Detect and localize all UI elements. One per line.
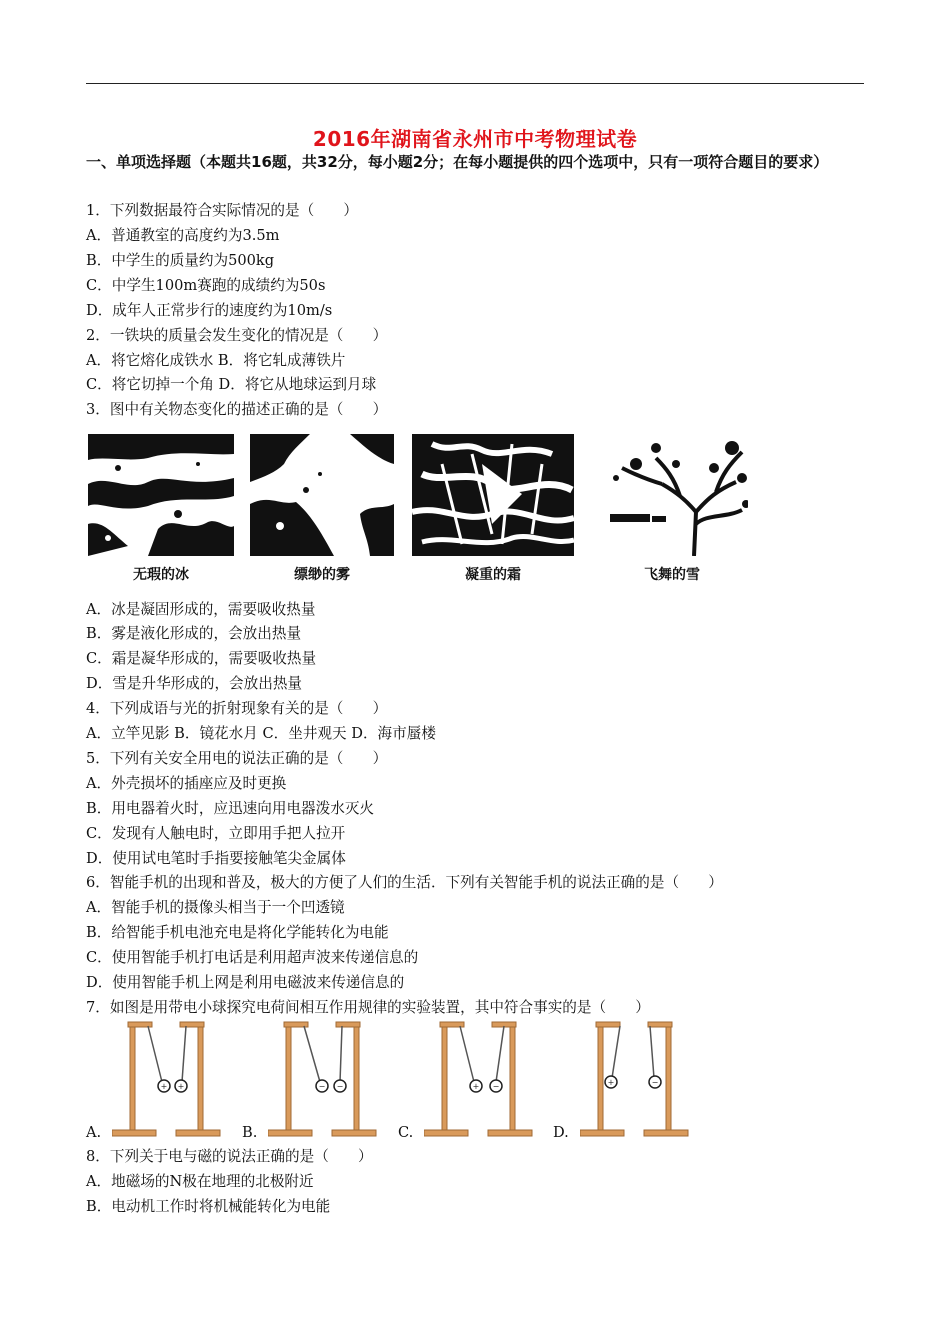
svg-text:−: − <box>336 1082 344 1091</box>
option-line: B．雾是液化形成的，会放出热量 <box>86 625 302 642</box>
option-line: D．使用智能手机上网是利用电磁波来传递信息的 <box>86 974 405 991</box>
svg-text:−: − <box>651 1078 659 1087</box>
option-line: A．外壳损坏的插座应及时更换 <box>86 775 287 792</box>
question-line: 2．一铁块的质量会发生变化的情况是（ ） <box>86 327 388 344</box>
q7-option-label: D. <box>553 1124 569 1141</box>
svg-text:−: − <box>318 1082 326 1091</box>
q3-photo-row <box>86 434 766 589</box>
q7-apparatus-a <box>112 1020 224 1140</box>
q7-apparatus-d <box>580 1020 692 1140</box>
option-line: C．霜是凝华形成的，需要吸收热量 <box>86 650 317 667</box>
option-line: B．电动机工作时将机械能转化为电能 <box>86 1198 331 1215</box>
option-line: D．雪是升华形成的，会放出热量 <box>86 675 303 692</box>
question-line: 5．下列有关安全用电的说法正确的是（ ） <box>86 750 388 767</box>
option-line: C．中学生100m赛跑的成绩约为50s <box>86 277 326 294</box>
question-line: 1．下列数据最符合实际情况的是（ ） <box>86 202 358 219</box>
option-line: A．立竿见影 B．镜花水月 C．坐井观天 D．海市蜃楼 <box>86 725 436 742</box>
frost-photo <box>412 434 574 556</box>
option-line: A．普通教室的高度约为3.5m <box>86 227 280 244</box>
section-heading: 一、单项选择题（本题共16题，共32分，每小题2分；在每小题提供的四个选项中，只有一项符合题目的要求） <box>86 153 829 171</box>
fog-photo <box>250 434 394 556</box>
option-line: B．给智能手机电池充电是将化学能转化为电能 <box>86 924 389 941</box>
svg-text:+: + <box>472 1082 480 1091</box>
option-line: B．用电器着火时，应迅速向用电器泼水灭火 <box>86 800 375 817</box>
option-line: D．使用试电笔时手指要接触笔尖金属体 <box>86 850 346 867</box>
option-line: D．成年人正常步行的速度约为10m/s <box>86 302 333 319</box>
question-line: 8．下列关于电与磁的说法正确的是（ ） <box>86 1148 373 1165</box>
option-line: A．智能手机的摄像头相当于一个凹透镜 <box>86 899 345 916</box>
question-line: 7．如图是用带电小球探究电荷间相互作用规律的实验装置，其中符合事实的是（ ） <box>86 999 650 1016</box>
q7-apparatus-c <box>424 1020 536 1140</box>
q7-option-label: A. <box>86 1124 102 1141</box>
option-line: A．地磁场的N极在地理的北极附近 <box>86 1173 314 1190</box>
page-title: 2016年湖南省永州市中考物理试卷 <box>312 127 638 151</box>
svg-text:+: + <box>160 1082 168 1091</box>
ice-photo <box>88 434 234 556</box>
svg-text:−: − <box>492 1082 500 1091</box>
snow-photo <box>596 434 748 556</box>
q7-option-label: B. <box>242 1124 258 1141</box>
option-line: B．中学生的质量约为500kg <box>86 252 275 269</box>
svg-text:+: + <box>177 1082 185 1091</box>
svg-text:+: + <box>607 1078 615 1087</box>
question-line: 6．智能手机的出现和普及，极大的方便了人们的生活．下列有关智能手机的说法正确的是（ ） <box>86 874 723 891</box>
photo-caption: 无瑕的冰 <box>133 567 189 583</box>
option-line: C．使用智能手机打电话是利用超声波来传递信息的 <box>86 949 419 966</box>
option-line: A．将它熔化成铁水 B．将它轧成薄铁片 <box>86 352 346 369</box>
header-rule <box>86 83 864 84</box>
photo-caption: 飞舞的雪 <box>644 567 700 583</box>
option-line: C．发现有人触电时，立即用手把人拉开 <box>86 825 346 842</box>
photo-caption: 凝重的霜 <box>465 567 521 583</box>
option-line: A．冰是凝固形成的，需要吸收热量 <box>86 601 316 618</box>
question-line: 4．下列成语与光的折射现象有关的是（ ） <box>86 700 388 717</box>
photo-caption: 缥缈的雾 <box>294 567 350 583</box>
question-line: 3．图中有关物态变化的描述正确的是（ ） <box>86 401 388 418</box>
q7-apparatus-b <box>268 1020 380 1140</box>
q7-option-label: C. <box>398 1124 414 1141</box>
option-line: C．将它切掉一个角 D．将它从地球运到月球 <box>86 376 377 393</box>
